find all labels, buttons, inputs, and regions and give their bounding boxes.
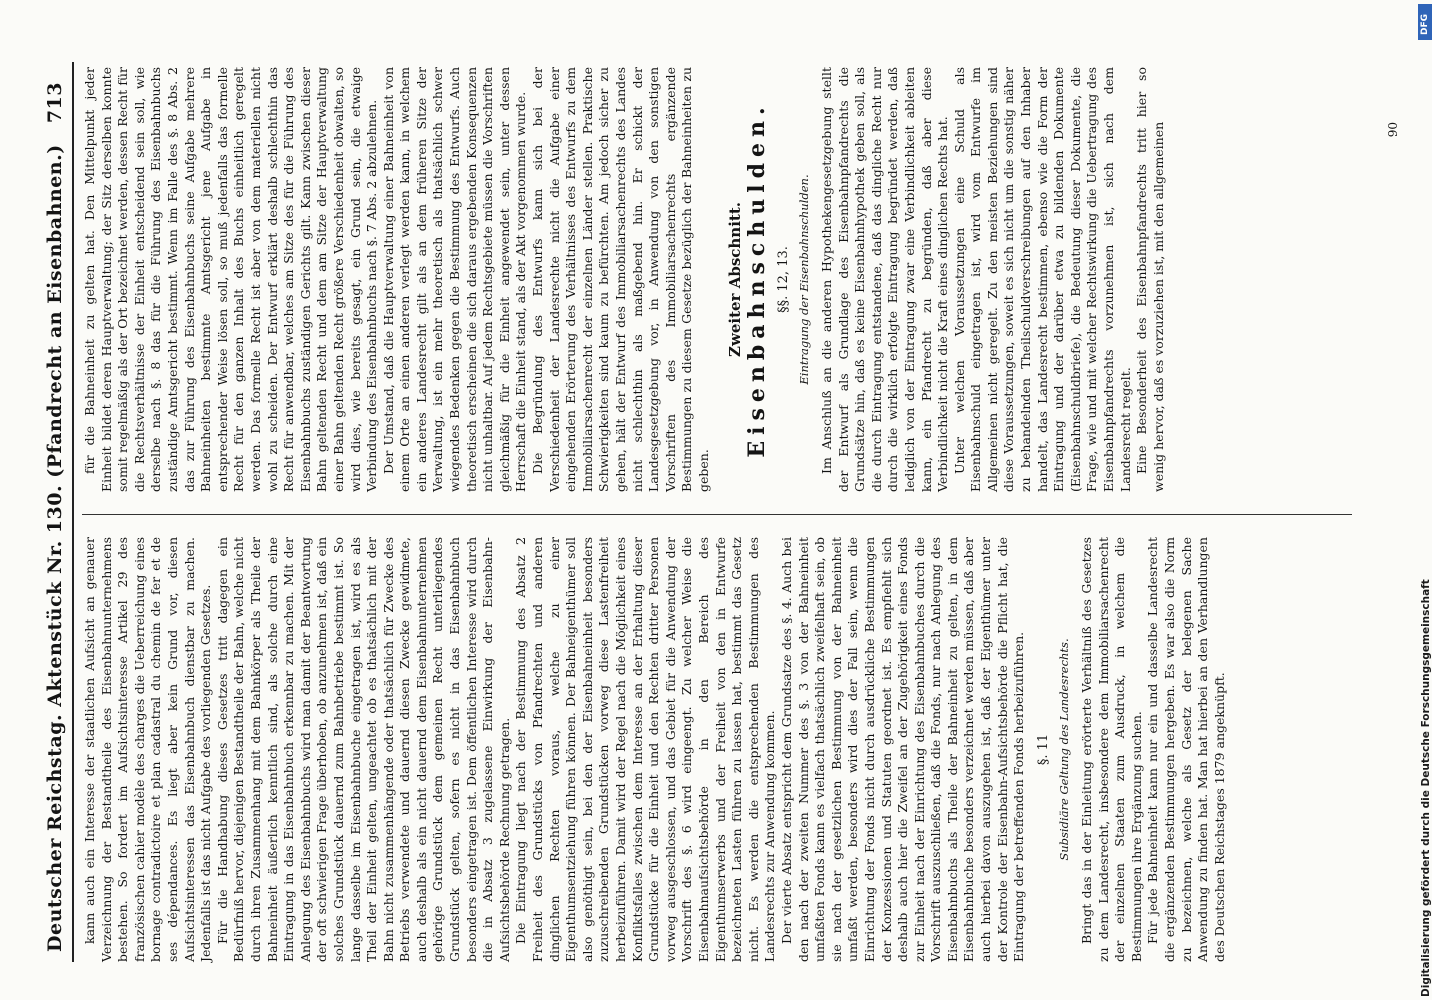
- left-column: [82, 537, 1228, 962]
- left-tail-paragraph-1: Bringt das in der Einleitung erörterte Verhältniß des Gesetzes zu dem Landesrecht, insbesondere dem Immobiliarsachenrecht der einzelnen Staaten zum Ausdruck, in welchem die Bestimmungen ihre Ergänzung suchen.: [1079, 537, 1144, 962]
- right-tail-paragraph-3: Eine Besonderheit des Eisenbahnpfandrechts tritt hier so wenig hervor, daß es vorzuziehen ist, mit den allgemeinen: [1134, 67, 1166, 492]
- section-11-title: §. 11: [1035, 733, 1051, 766]
- right-column: [82, 67, 1167, 492]
- column-divider: [82, 514, 1352, 515]
- left-paragraph-2: Für die Handhabung dieses Gesetzes tritt dagegen ein Bedürfniß hervor, diejenigen Bestandtheile der Bahn, welche nicht durch ihren Zusammenhang mit dem Bahnkörper als Theile der Bahneinheit äußerlich kenntlich sind, als solche durch eine Eintragung in das Eisenbahnbuch erkennbar zu machen. Mit der Anlegung des Eisenbahnbuchs wird man damit der Beantwortung der oft schwierigen Frage überhoben, ob anzunehmen ist, daß ein solches Grundstück dauernd zum Bahnbetriebe bestimmt ist. So lange dasselbe im Eisenbahnbuche eingetragen ist, wird es als Theil der Einheit gelten, ungeachtet ob es thatsächlich mit der Bahn nicht zusammenhängende oder thatsächlich für Zwecke des Betriebs verwendete und dauernd diesen Zwecke gewidmete, auch deshalb als ein nicht dauernd dem Eisenbahnunternehmen gehörige Grundstück dem gemeinen Recht unterliegendes Grundstück gelten, sofern es nicht in das Eisenbahnbuch besonders eingetragen ist. Dem öffentlichen Interesse wird durch die in Absatz 3 zugelassene Einwirkung der Eisenbahn-Aufsichtsbehörde Rechnung getragen.: [214, 537, 512, 962]
- running-head-title: Deutscher Reichstag. Aktenstück Nr. 130.: [44, 484, 66, 952]
- signature-mark: 90: [1386, 122, 1400, 138]
- right-paragraph-2: Der Umstand, daß die Hauptverwaltung einer Bahneinheit von einem Orte an einen anderen verlegt werden kann, in welchem ein anderes Landesrecht gilt als an dem früheren Sitze der Verwaltung, ist ein mehr theoretisch als thatsächlich schwer wiegendes Bedenken gegen die Bestimmung des Entwurfs. Auch theoretisch erscheinen die sich daraus ergebenden Konsequenzen nicht unhaltbar. Auf jedem Rechtsgebiete müssen die Vorschriften gleichmäßig für die Einheit angewendet sein, unter dessen Herrschaft die Einheit stand, als der Akt vorgenommen wurde.: [380, 67, 529, 492]
- running-head-left: [44, 144, 66, 952]
- right-paragraph-1: für die Bahneinheit zu gelten hat. Den Mittelpunkt jeder Einheit bildet deren Hauptverwaltung; der Sitz derselben konnte somit regelmäßig als der Ort bezeichnet werden, dessen Recht für die Rechtsverhältnisse der Einheit entscheidend sein soll, wie derselbe nach §. 8 das für die Führung des Eisenbahnbuchs zuständige Amtsgericht bestimmt. Wenn im Falle des §. 8 Abs. 2 das zur Führung des Eisenbahnbuchs seine Aufgabe mehrere Bahneinheiten bestimmte Amtsgericht jene Aufgabe in entsprechender Weise lösen soll, so muß jedenfalls das formelle Recht für den ganzen Inhalt des Buchs einheitlich geregelt werden. Das formelle Recht ist aber von dem materiellen nicht wohl zu scheiden. Der Entwurf erklärt deshalb schlechthin das Recht für anwendbar, welches am Sitze des für die Führung des Eisenbahnbuchs zuständigen Gerichts gilt. Kann zwischen dieser Bahn geltenden Recht und dem am Sitze der Hauptverwaltung einer Bahn geltenden Recht größere Verschiedenheit obwalten, so wird dies, wie bereits gesagt, ein Grund sein, die etwaige Verbindung des Eisenbahnbuchs nach §. 7 Abs. 2 abzulehnen.: [82, 67, 380, 492]
- page-number: 713: [44, 82, 66, 124]
- left-paragraph-4: Der vierte Absatz entspricht dem Grundsatze des §. 4. Auch bei den nach der zweiten Nummer des §. 3 von der Bahneinheit umfaßten Fonds kann es vielfach thatsächlich zweifelhaft sein, ob sie nach der gesetzlichen Bestimmung von der Bahneinheit umfaßt werden, besonders wird dies der Fall sein, wenn die Einrichtung der Fonds nicht durch ausdrückliche Bestimmungen der Konzessionen und Statuten geordnet ist. Es empfiehlt sich deshalb auch hier die Zweifel an der Zugehörigkeit eines Fonds zur Einheit nach der Einrichtung des Eisenbahnbuches durch die Vorschrift auszuschließen, daß die Fonds, nur nach Anlegung des Eisenbahnbuchs als Theile der Bahneinheit zu gelten, in dem Eisenbahnbuche besonders verzeichnet werden müssen, daß aber auch hierbei davon auszugehen ist, daß der Eigenthümer unter der Kontrole der Eisenbahn-Aufsichtsbehörde die Pflicht hat, die Eintragung der betreffenden Fonds herbeizuführen.: [778, 537, 1027, 962]
- abschnitt-heading: Eisenbahnschulden.: [744, 101, 771, 458]
- running-head-subject: (Pfandrecht an Eisenbahnen.): [44, 144, 66, 478]
- rotated-page: [44, 62, 1414, 962]
- left-paragraph-3: Die Eintragung liegt nach der Bestimmung des Absatz 2 Freiheit des Grundstücks von Pfandrechten und anderen dinglichen Rechten voraus, welche zu einer Eigenthumsentziehung führen können. Der Bahneigenthümer soll also genöthigt sein, bei den der Eisenbahneinheit besonders zuzuschreibenden Grundstücken vorweg diese Lastenfreiheit herbeizuführen. Damit wird der Regel nach die Möglichkeit eines Konfliktsfalles zwischen dem Interesse an der Erhaltung dieser Grundstücke für die Einheit und den Rechten dritter Personen vorweg ausgeschlossen, und das Gebiet für die Anwendung der Vorschrift des §. 6 wird eingeengt. Zu welcher Weise die Eisenbahnaufsichtsbehörde in den Bereich des Eigenthumserwerbs und der Freiheit von den in Entwurfe bezeichneten Lasten führen zu lassen hat, bestimmt das Gesetz nicht. Es werden die entsprechenden Bestimmungen des Landesrechts zur Anwendung kommen.: [513, 537, 778, 962]
- section-12-13-title: §§. 12, 13.: [775, 246, 791, 313]
- running-head: [44, 62, 70, 962]
- abschnitt-title: Zweiter Abschnitt.: [725, 202, 744, 357]
- dfg-logo: [1418, 4, 1432, 40]
- left-paragraph-1: kann auch ein Interesse der staatlichen Aufsicht an genauer Verzeichnung der Bestandtheile des Eisenbahnunternehmens bestehen. So fordert im Aufsichtsinteresse Artikel 29 des französischen cahier modèle des charges die Ueberreichung eines bornage contradictoire et plan cadastral du chemin de fer et de ses dépendances. Es liegt aber kein Grund vor, diesen Aufsichtsinteressen das Eisenbahnbuch dienstbar zu machen. Jedenfalls ist das nicht Aufgabe des vorliegenden Gesetzes.: [82, 537, 214, 962]
- dfg-credit-text: Digitalisierung gefördert durch die Deutsche Forschungsgemeinschaft: [1420, 579, 1432, 997]
- right-tail-paragraph-2: Unter welchen Voraussetzungen eine Schuld als Eisenbahnschuld eingetragen ist, wird vom Entwurfe im Allgemeinen nicht geregelt. Zu den meisten Beziehungen sind diese Voraussetzungen, soweit es sich nicht um die sonstig näher zu behandelnden Theilschuldverschreibungen auf den Inhaber handelt, das Landesrecht bestimmen, ebenso wie die Form der Eintragung und der darüber etwa zu bildenden Dokumente (Eisenbahnschuldbriefe), die Bedeutung dieser Dokumente, die Frage, wie und mit welcher Rechtswirkung die Uebertragung des Eisenbahnpfandrechts vorzunehmen ist, sich nach dem Landesrecht regelt.: [951, 67, 1133, 492]
- dfg-logo-text: DFG: [1420, 13, 1430, 35]
- section-12-13-subtitle: Eintragung der Eisenbahnschulden.: [797, 174, 812, 385]
- right-tail-paragraph-1: Im Anschluß an die anderen Hypothekengesetzgebung stellt der Entwurf als Grundlage des Eisenbahnpfandrechts die Grundsätze hin, daß es keine Eisenbahnhypothek geben soll, als die durch Eintragung entstandene, daß das dingliche Recht nur durch die wirklich erfolgte Eintragung begründet werden, daß lediglich von der Eintragung zwar eine Verbindlichkeit ableiten kann, ein Pfandrecht zu begründen, daß aber diese Verbindlichkeit nicht die Kraft eines dinglichen Rechts hat.: [818, 67, 951, 492]
- section-11-subtitle: Subsidiäre Geltung des Landesrechts.: [1057, 638, 1072, 861]
- right-paragraph-3: Die Begründung des Entwurfs kann sich bei der Verschiedenheit der Landesrechte nicht die Aufgabe einer eingehenden Erörterung des Verhältnisses des Entwurfs zu dem Immobiliarsachenrecht der einzelnen Länder stellen. Praktische Schwierigkeiten sind kaum zu befürchten. Am jedoch sicher zu gehen, hält der Entwurf des Immobiliarsachenrechts des Landes nicht schlechthin als maßgebend hin. Er schickt der Landesgesetzgebung vor, in Anwendung von den sonstigen Vorschriften des Immobiliarsachenrechts ergänzende Bestimmungen zu diesem Gesetze bezüglich der Bahneinheiten zu geben.: [530, 67, 711, 492]
- header-rule: [72, 62, 74, 962]
- left-tail-paragraph-2: Für jede Bahneinheit kann nur ein und dasselbe Landesrecht die ergänzenden Bestimmungen hergeben. Es war also die Norm zu bezeichnen, welche als Gesetz der belegenen Sache Anwendung zu finden hat. Man hat hierbei an den Verhandlungen des Deutschen Reichstages 1879 angeknüpft.: [1145, 537, 1227, 962]
